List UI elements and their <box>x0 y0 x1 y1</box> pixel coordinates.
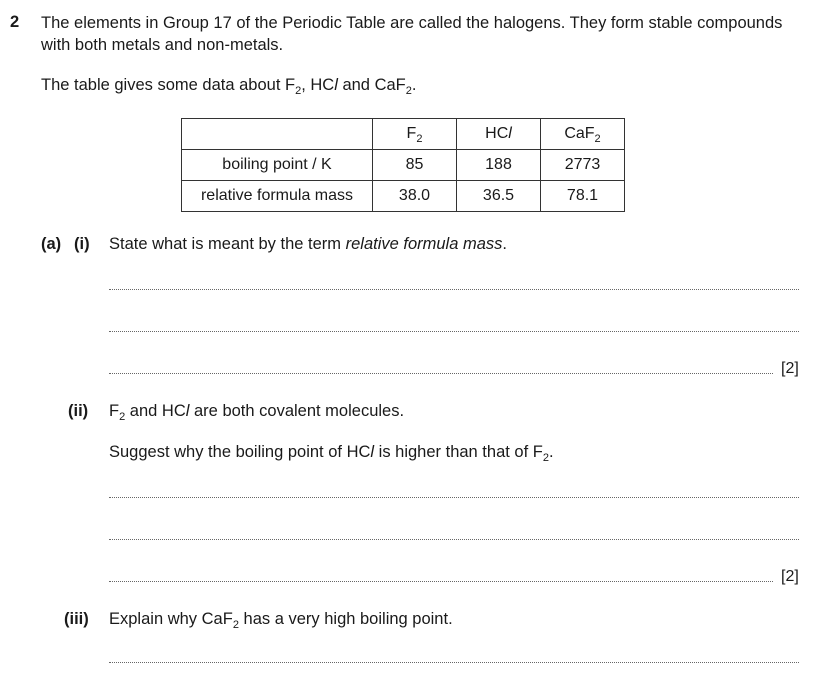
table-corner-cell <box>182 119 373 150</box>
header-hcl: HCl <box>457 119 541 150</box>
table-cell: 2773 <box>541 150 625 181</box>
table-cell: 188 <box>457 150 541 181</box>
table-row <box>182 150 625 181</box>
answer-line[interactable] <box>109 662 799 663</box>
table-cell: 78.1 <box>541 181 625 212</box>
table-intro-text: and CaF <box>337 76 406 94</box>
question-number: 2 <box>10 13 20 31</box>
data-table <box>181 118 625 212</box>
marks-label: [2] <box>781 360 799 377</box>
header-caf2: CaF$_2$ <box>541 119 625 150</box>
table-cell: 85 <box>373 150 457 181</box>
row-label: boiling point / K <box>182 150 373 181</box>
table-intro-text: . <box>411 76 417 94</box>
table-cell: 36.5 <box>457 181 541 212</box>
answer-line[interactable] <box>109 373 773 374</box>
intro-line-1: The elements in Group 17 of the Periodic Table are called the halogens. They form stable compounds <box>41 14 783 32</box>
row-label: relative formula mass <box>182 181 373 212</box>
answer-line[interactable] <box>109 497 799 498</box>
part-ii-statement: $F_2$ and HCl are both covalent molecules. <box>109 402 405 423</box>
intro-line-2: with both metals and non-metals. <box>41 36 284 54</box>
part-ii-prompt: Suggest why the boiling point of HCl is higher than that of $F_2$. <box>109 443 554 464</box>
marks-label: [2] <box>781 568 799 585</box>
table-intro-text: , HC <box>301 76 335 94</box>
part-a-label: (a) <box>41 235 62 253</box>
table-intro-text: The table gives some data about F <box>41 76 296 94</box>
answer-line[interactable] <box>109 539 799 540</box>
answer-line[interactable] <box>109 289 799 290</box>
table-row <box>182 181 625 212</box>
table-header-row <box>182 119 625 150</box>
subscript: 2 <box>405 85 412 97</box>
part-iii-prompt: Explain why CaF$_2$ has a very high boiling point. <box>109 610 453 631</box>
table-intro <box>41 76 416 95</box>
table-cell: 38.0 <box>373 181 457 212</box>
question-intro <box>41 12 782 56</box>
subscript: 2 <box>295 85 302 97</box>
part-i-label: (i) <box>74 235 90 253</box>
answer-line[interactable] <box>109 581 773 582</box>
part-ii-label: (ii) <box>68 402 89 420</box>
header-f2: $F_2$ <box>373 119 457 150</box>
answer-line[interactable] <box>109 331 799 332</box>
part-iii-label: (iii) <box>64 610 89 628</box>
part-i-prompt: State what is meant by the term relative formula mass. <box>109 235 508 253</box>
chlorine-l: l <box>334 76 338 94</box>
